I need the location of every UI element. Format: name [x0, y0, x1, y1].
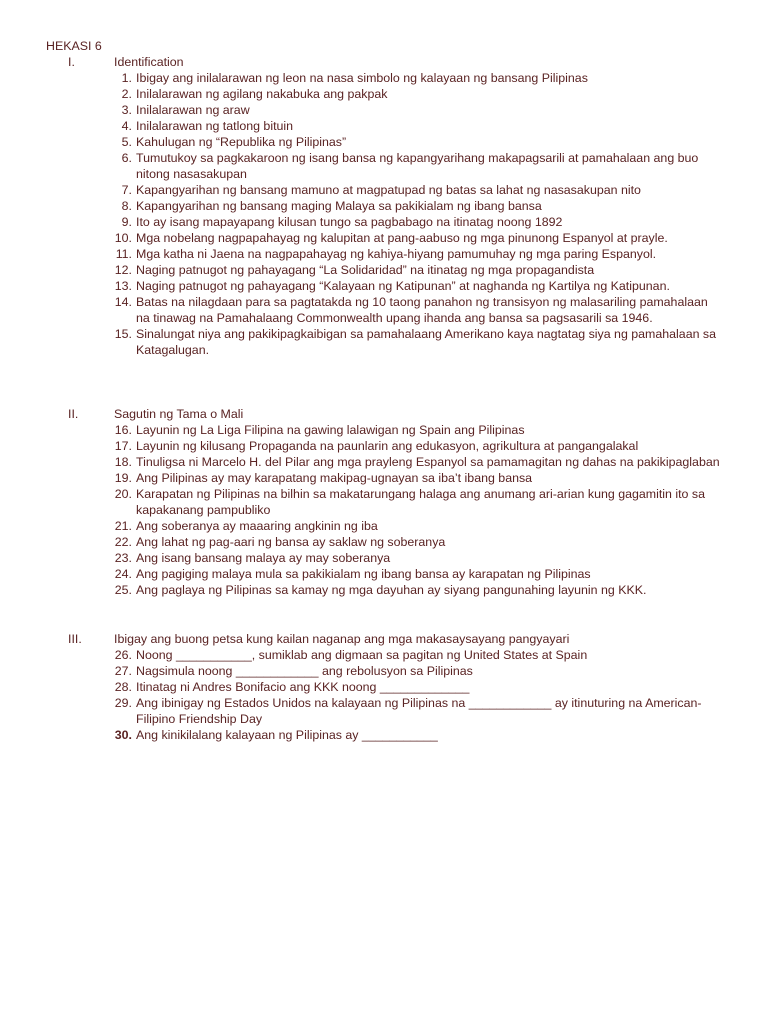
question-item [0, 86, 768, 102]
question-item [0, 486, 768, 518]
question-text: Layunin ng kilusang Propaganda na paunlarin ang edukasyon, agrikultura at pangangalakal [136, 439, 639, 453]
question-text: Mga katha ni Jaena na nagpapahayag ng kahiya-hiyang pamumuhay ng mga paring Espanyol. [136, 247, 657, 261]
question-number: 15. [114, 327, 132, 341]
question-item [0, 102, 768, 118]
question-number: 29. [114, 696, 132, 710]
question-item [0, 438, 768, 454]
question-number: 14. [114, 295, 132, 309]
question-number: 3. [121, 103, 132, 117]
question-list [0, 70, 768, 358]
section-heading [0, 54, 768, 70]
question-text: Naging patnugot ng pahayagang “Kalayaan ng Katipunan” at naghanda ng Kartilya ng Katipunan. [136, 279, 670, 293]
section-numeral: II. [68, 407, 79, 421]
question-item [0, 454, 768, 470]
question-text: Ang kinikilalang kalayaan ng Pilipinas ay ___________ [136, 728, 438, 742]
question-text: Batas na nilagdaan para sa pagtatakda ng 10 taong panahon ng transisyon ng malasariling pamahalaan na tinawag na Pamahalaang Commonwealth upang ihanda ang bansa sa pagsasarili sa 1946. [136, 295, 708, 325]
question-text: Ito ay isang mapayapang kilusan tungo sa pagbabago na itinatag noong 1892 [136, 215, 563, 229]
question-number: 30. [114, 728, 132, 742]
question-number: 6. [121, 151, 132, 165]
question-item [0, 118, 768, 134]
question-text: Itinatag ni Andres Bonifacio ang KKK noong _____________ [136, 680, 470, 694]
question-item [0, 582, 768, 598]
question-item [0, 679, 768, 695]
question-item [0, 663, 768, 679]
section-2 [0, 406, 768, 598]
question-text: Tinuligsa ni Marcelo H. del Pilar ang mga prayleng Espanyol sa pamamagitan ng dahas na pakikipaglaban [136, 455, 720, 469]
question-item [0, 470, 768, 486]
section-heading [0, 406, 768, 422]
question-item [0, 518, 768, 534]
question-text: Ang isang bansang malaya ay may soberanya [136, 551, 391, 565]
section-1 [0, 54, 768, 358]
question-item [0, 182, 768, 198]
question-number: 26. [114, 648, 132, 662]
question-number: 20. [114, 487, 132, 501]
question-item [0, 134, 768, 150]
question-item [0, 262, 768, 278]
question-text: Ang lahat ng pag-aari ng bansa ay saklaw ng soberanya [136, 535, 446, 549]
question-number: 11. [115, 247, 132, 261]
question-item [0, 727, 768, 743]
section-title: Sagutin ng Tama o Mali [114, 407, 244, 421]
question-text: Ang pagiging malaya mula sa pakikialam ng ibang bansa ay karapatan ng Pilipinas [136, 567, 591, 581]
section-title: Identification [114, 55, 184, 69]
question-item [0, 230, 768, 246]
section-numeral: III. [68, 632, 82, 646]
question-text: Layunin ng La Liga Filipina na gawing lalawigan ng Spain ang Pilipinas [136, 423, 525, 437]
question-number: 22. [114, 535, 132, 549]
question-text: Inilalarawan ng tatlong bituin [136, 119, 294, 133]
question-text: Nagsimula noong ____________ ang rebolusyon sa Pilipinas [136, 664, 473, 678]
question-item [0, 198, 768, 214]
question-number: 10. [114, 231, 132, 245]
question-text: Mga nobelang nagpapahayag ng kalupitan at pang-aabuso ng mga pinunong Espanyol at prayle. [136, 231, 668, 245]
section-heading [0, 631, 768, 647]
question-item [0, 150, 768, 182]
question-text: Sinalungat niya ang pakikipagkaibigan sa pamahalaang Amerikano kaya nagtatag siya ng pamahalaan sa Katagalugan. [136, 327, 717, 357]
question-text: Inilalarawan ng araw [136, 103, 250, 117]
document-title: HEKASI 6 [46, 39, 102, 53]
question-number: 24. [114, 567, 132, 581]
question-text: Naging patnugot ng pahayagang “La Solidaridad” na itinatag ng mga propagandista [136, 263, 595, 277]
question-number: 19. [114, 471, 132, 485]
question-item [0, 70, 768, 86]
question-number: 7. [121, 183, 132, 197]
question-item [0, 534, 768, 550]
question-item [0, 647, 768, 663]
question-text: Inilalarawan ng agilang nakabuka ang pakpak [136, 87, 388, 101]
question-text: Ibigay ang inilalarawan ng leon na nasa simbolo ng kalayaan ng bansang Pilipinas [136, 71, 588, 85]
question-number: 13. [114, 279, 132, 293]
question-number: 4. [121, 119, 132, 133]
question-number: 1. [121, 71, 132, 85]
question-number: 17. [114, 439, 132, 453]
question-number: 2. [121, 87, 132, 101]
question-item [0, 422, 768, 438]
question-text: Ang paglaya ng Pilipinas sa kamay ng mga dayuhan ay siyang pangunahing layunin ng KKK. [136, 583, 647, 597]
question-list [0, 647, 768, 743]
question-text: Kahulugan ng “Republika ng Pilipinas” [136, 135, 347, 149]
question-item [0, 550, 768, 566]
question-text: Noong ___________, sumiklab ang digmaan sa pagitan ng United States at Spain [136, 648, 588, 662]
question-number: 28. [114, 680, 132, 694]
question-item [0, 214, 768, 230]
question-number: 27. [114, 664, 132, 678]
question-text: Ang Pilipinas ay may karapatang makipag-ugnayan sa iba’t ibang bansa [136, 471, 533, 485]
question-item [0, 326, 768, 358]
question-item [0, 278, 768, 294]
question-number: 23. [114, 551, 132, 565]
question-number: 25. [114, 583, 132, 597]
section-numeral: I. [68, 55, 75, 69]
question-number: 9. [121, 215, 132, 229]
question-text: Karapatan ng Pilipinas na bilhin sa makatarungang halaga ang anumang ari-arian kung gagamitin ito sa kapakanang pampubliko [136, 487, 705, 517]
question-number: 8. [121, 199, 132, 213]
question-text: Kapangyarihan ng bansang mamuno at magpatupad ng batas sa lahat ng nasasakupan nito [136, 183, 641, 197]
question-text: Ang ibinigay ng Estados Unidos na kalayaan ng Pilipinas na ____________ ay itinuturing na American-Filipino Friendship Day [136, 696, 702, 726]
section-3 [0, 631, 768, 743]
question-item [0, 246, 768, 262]
question-number: 21. [114, 519, 132, 533]
question-item [0, 294, 768, 326]
question-list [0, 422, 768, 598]
question-number: 5. [121, 135, 132, 149]
question-number: 18. [114, 455, 132, 469]
question-text: Ang soberanya ay maaaring angkinin ng iba [136, 519, 378, 533]
question-item [0, 566, 768, 582]
question-number: 12. [114, 263, 132, 277]
question-text: Kapangyarihan ng bansang maging Malaya sa pakikialam ng ibang bansa [136, 199, 542, 213]
question-text: Tumutukoy sa pagkakaroon ng isang bansa ng kapangyarihang makapagsarili at pamahalaan ang buo nitong nasasakupan [136, 151, 699, 181]
question-number: 16. [114, 423, 132, 437]
question-item [0, 695, 768, 727]
section-title: Ibigay ang buong petsa kung kailan naganap ang mga makasaysayang pangyayari [114, 632, 570, 646]
